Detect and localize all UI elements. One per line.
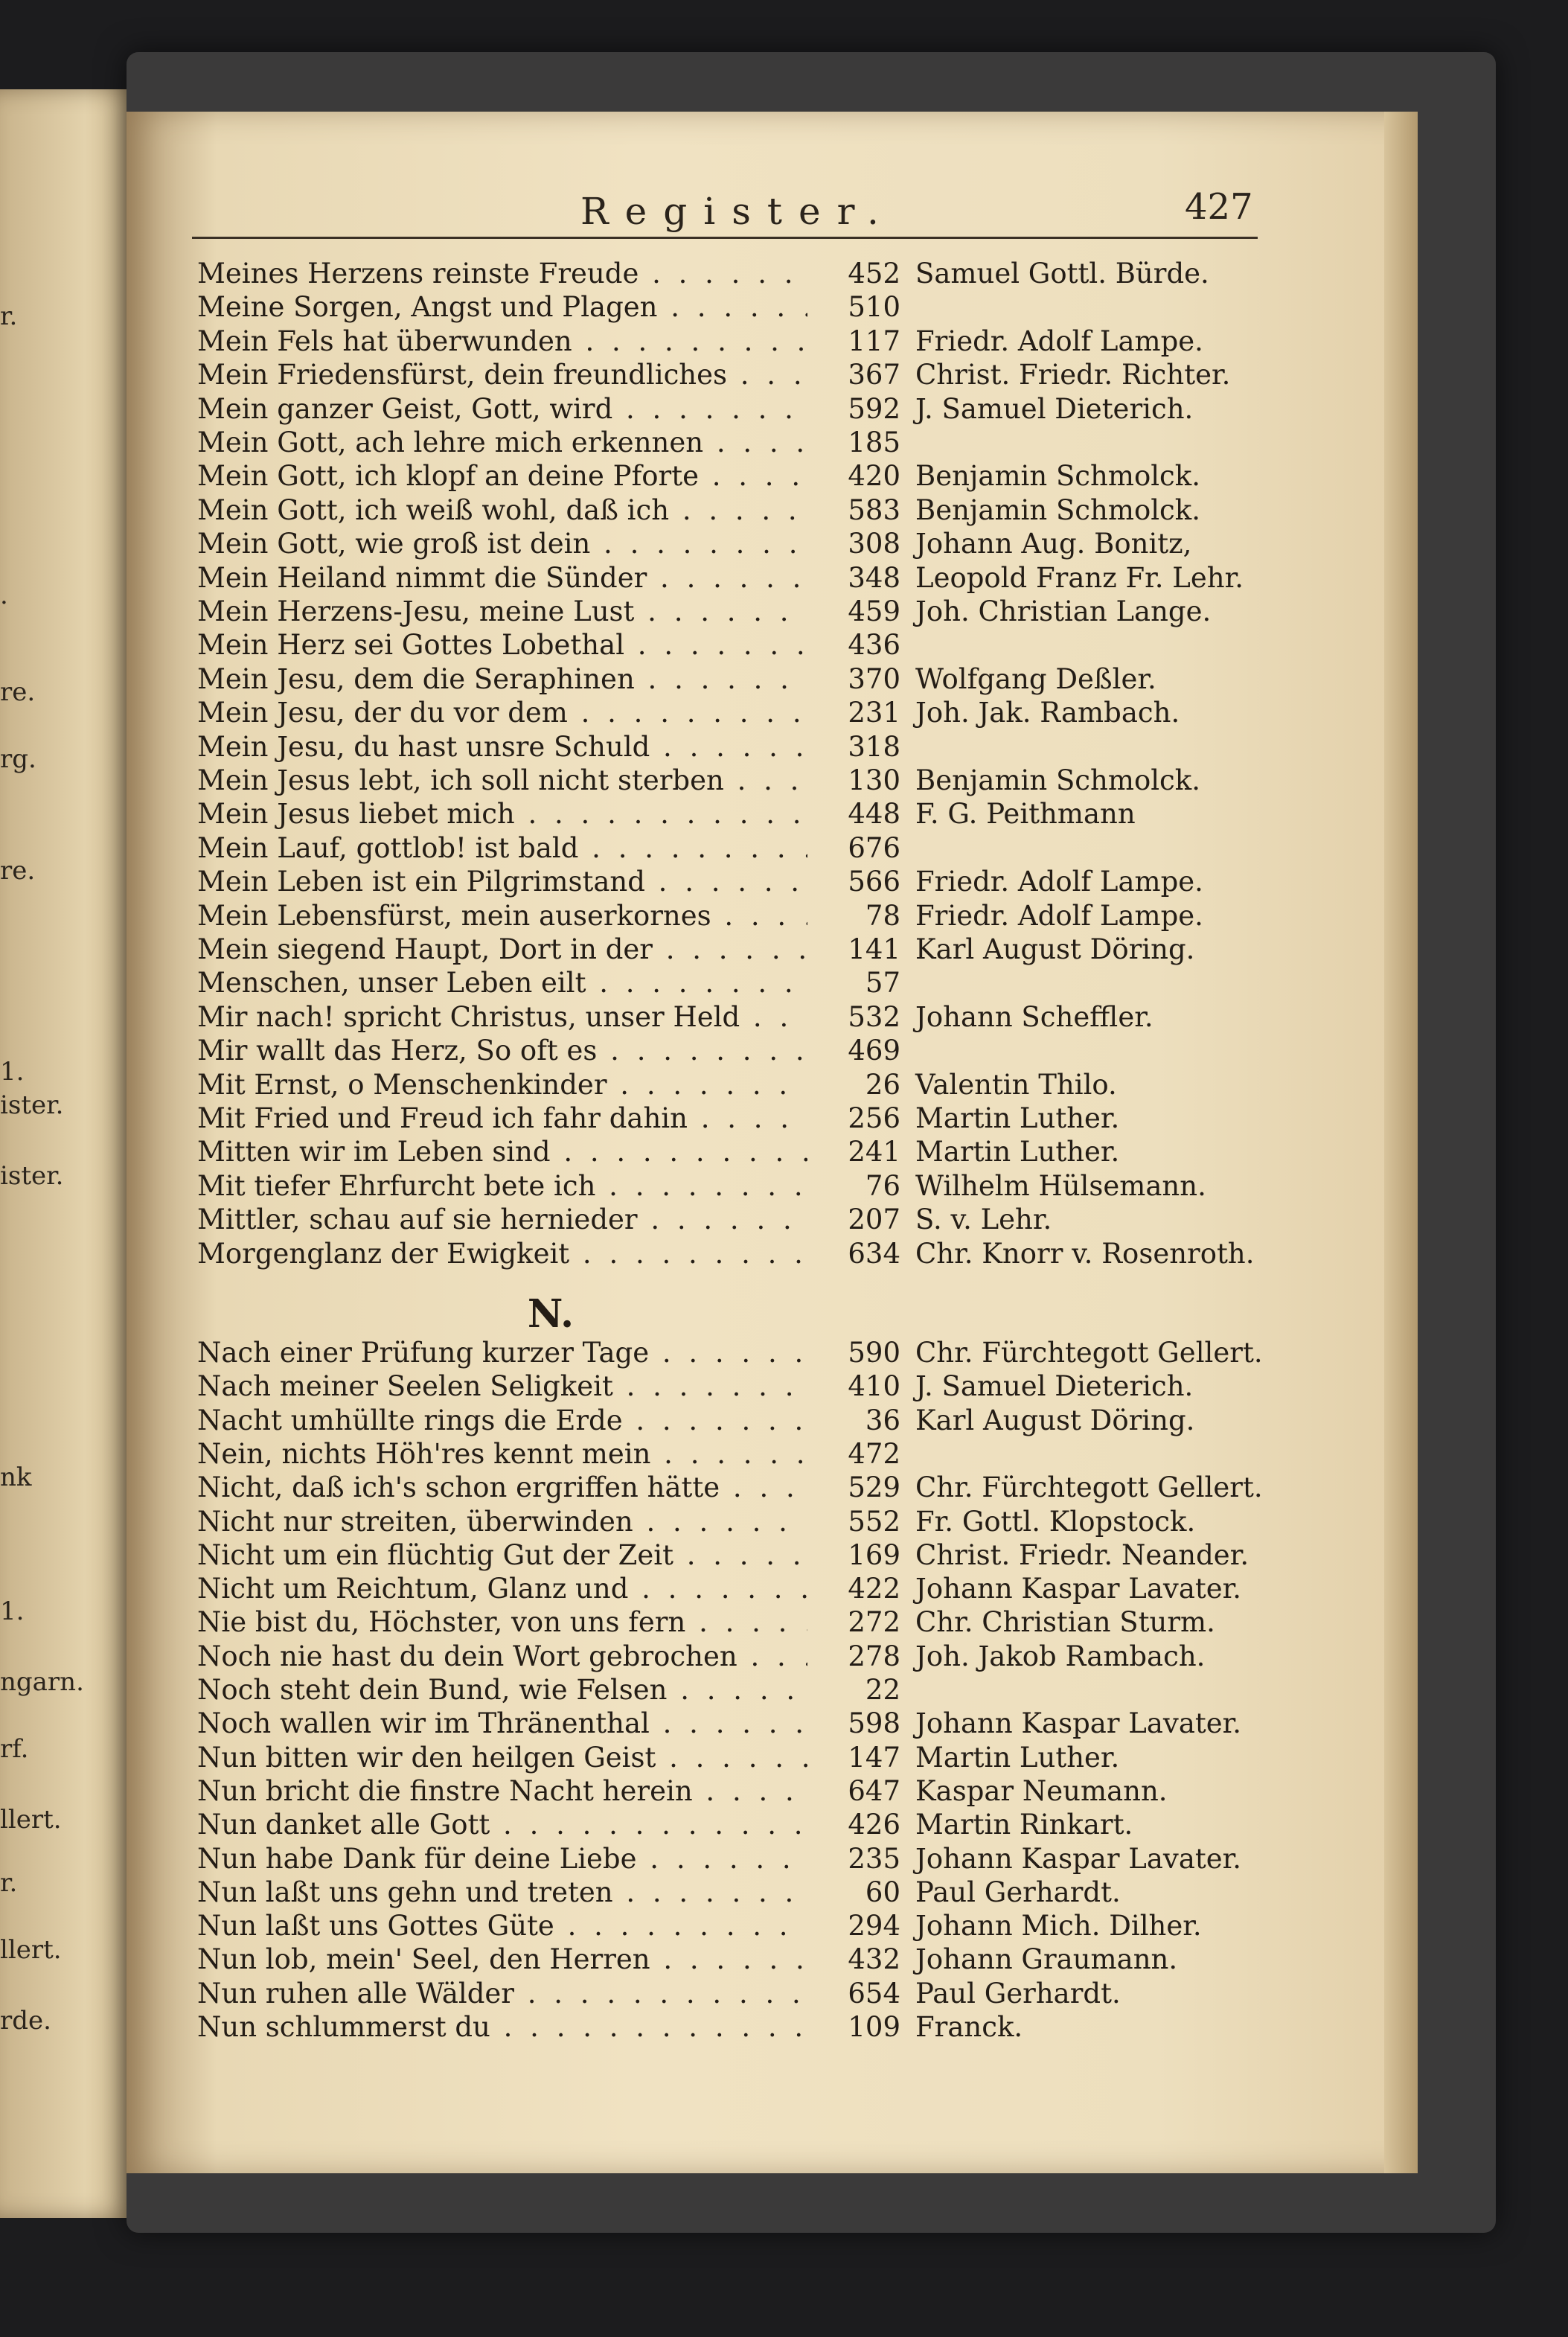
page-edge (1384, 112, 1418, 2173)
register-entry (197, 933, 1328, 966)
hymn-author: Johann Kaspar Lavater. (915, 1842, 1242, 1875)
hymn-author: S. v. Lehr. (915, 1203, 1052, 1236)
hymn-title: Mein Herzens-Jesu, meine Lust . . . (197, 595, 807, 628)
hymn-author: J. Samuel Dieterich. (915, 392, 1194, 425)
hymn-author: Friedr. Adolf Lampe. (915, 899, 1203, 932)
hymn-author: Friedr. Adolf Lampe. (915, 866, 1203, 898)
hymn-title: Mein Lebensfürst, mein auserkornes . . . (197, 899, 807, 933)
hymn-title: Mein Fels hat überwunden . . . (197, 325, 807, 358)
left-page-text-fragment: ister. (0, 1161, 64, 1191)
register-entry (197, 865, 1328, 898)
register-entry (197, 426, 1328, 459)
hymn-title: Nun bitten wir den heilgen Geist . . . (197, 1741, 807, 1774)
section-letter-n: N. (527, 1291, 575, 1337)
hymn-number: 256 (848, 1102, 900, 1134)
hymn-author: Samuel Gottl. Bürde. (915, 258, 1209, 290)
register-entry (197, 1876, 1328, 1909)
hymn-title: Mit Ernst, o Menschenkinder . . . (197, 1068, 807, 1102)
hymn-title: Mitten wir im Leben sind . . . (197, 1135, 807, 1168)
hymn-title: Mein Jesu, der du vor dem . . . (197, 696, 807, 729)
register-entry (197, 1135, 1328, 1168)
register-entry (197, 1977, 1328, 2010)
hymn-author: Benjamin Schmolck. (915, 460, 1200, 493)
hymn-number: 78 (865, 899, 900, 932)
hymn-number: 532 (848, 1000, 900, 1033)
register-entry (197, 831, 1328, 865)
hymn-author: Kaspar Neumann. (915, 1774, 1168, 1807)
hymn-title: Mein Gott, ich klopf an deine Pforte . . . (197, 459, 807, 493)
hymn-author: Johann Aug. Bonitz, (915, 528, 1192, 560)
hymn-number: 76 (865, 1169, 900, 1202)
hymn-number: 36 (865, 1404, 900, 1436)
hymn-title: Mein Jesus lebt, ich soll nicht sterben . . . (197, 764, 807, 797)
left-page (0, 89, 141, 2218)
hymn-number: 207 (848, 1203, 900, 1236)
register-entry (197, 1741, 1328, 1774)
hymn-author: Paul Gerhardt. (915, 1977, 1121, 2010)
hymn-number: 141 (848, 933, 900, 965)
hymn-title: Nicht nur streiten, überwinden . . . (197, 1505, 807, 1538)
hymn-number: 57 (865, 967, 900, 1000)
hymn-title: Nicht, daß ich's schon ergriffen hätte . . . (197, 1471, 807, 1504)
hymn-number: 634 (848, 1237, 900, 1270)
register-entry (197, 527, 1328, 560)
hymn-author: Christ. Friedr. Neander. (915, 1538, 1249, 1571)
hymn-number: 235 (848, 1842, 900, 1875)
left-page-text-fragment: nk (0, 1462, 32, 1492)
hymn-title: Mein Heiland nimmt die Sünder . . . (197, 561, 807, 595)
hymn-title: Mit Fried und Freud ich fahr dahin . . . (197, 1102, 807, 1135)
left-page-text-fragment: 1. (0, 1596, 25, 1626)
hymn-author: Johann Kaspar Lavater. (915, 1573, 1242, 1605)
hymn-author: Friedr. Adolf Lampe. (915, 325, 1203, 357)
hymn-author: Martin Luther. (915, 1102, 1120, 1134)
register-entry (197, 459, 1328, 493)
hymn-number: 452 (848, 258, 900, 290)
left-page-text-fragment: r. (0, 1868, 18, 1898)
hymn-author: Johann Scheffler. (915, 1000, 1153, 1033)
register-entry (197, 797, 1328, 831)
hymn-author: Benjamin Schmolck. (915, 764, 1200, 796)
hymn-title: Mein Friedensfürst, dein freundliches . . . (197, 358, 807, 391)
hymn-author: J. Samuel Dieterich. (915, 1370, 1194, 1403)
hymn-number: 420 (848, 460, 900, 493)
hymn-number: 459 (848, 595, 900, 627)
hymn-title: Mit tiefer Ehrfurcht bete ich . . . (197, 1169, 807, 1203)
register-entry (197, 1774, 1328, 1808)
register-entry (197, 2010, 1328, 2044)
hymn-author: Chr. Fürchtegott Gellert. (915, 1471, 1263, 1504)
register-entry (197, 325, 1328, 358)
hymn-author: Johann Mich. Dilher. (915, 1910, 1202, 1943)
hymn-author: Chr. Knorr v. Rosenroth. (915, 1237, 1255, 1270)
hymn-author: Johann Graumann. (915, 1943, 1178, 1976)
hymn-number: 592 (848, 392, 900, 425)
register-entry (197, 662, 1328, 696)
hymn-title: Nun schlummerst du . . . (197, 2010, 807, 2044)
hymn-number: 410 (848, 1370, 900, 1403)
hymn-author: Benjamin Schmolck. (915, 493, 1200, 526)
hymn-title: Noch wallen wir im Thränenthal . . . (197, 1707, 807, 1740)
hymn-author: Chr. Fürchtegott Gellert. (915, 1337, 1263, 1369)
hymn-author: Valentin Thilo. (915, 1068, 1117, 1101)
hymn-title: Nun danket alle Gott . . . (197, 1808, 807, 1841)
register-entry (197, 1943, 1328, 1976)
hymn-number: 598 (848, 1707, 900, 1740)
hymn-title: Mittler, schau auf sie hernieder . . . (197, 1203, 807, 1236)
hymn-author: Joh. Jak. Rambach. (915, 697, 1180, 729)
hymn-number: 241 (848, 1136, 900, 1168)
hymn-number: 469 (848, 1035, 900, 1067)
hymn-number: 566 (848, 866, 900, 898)
hymn-author: Karl August Döring. (915, 1404, 1195, 1436)
hymn-number: 169 (848, 1538, 900, 1571)
hymn-title: Mein Herz sei Gottes Lobethal . . . (197, 628, 807, 662)
hymn-title: Nach meiner Seelen Seligkeit . . . (197, 1369, 807, 1403)
hymn-number: 147 (848, 1741, 900, 1774)
hymn-author: Karl August Döring. (915, 933, 1195, 965)
register-entry (197, 1034, 1328, 1067)
left-page-text-fragment: re. (0, 677, 36, 707)
register-entry (197, 257, 1328, 290)
hymn-number: 318 (848, 730, 900, 763)
header-rule (192, 237, 1258, 239)
hymn-title: Nun laßt uns Gottes Güte . . . (197, 1909, 807, 1943)
hymn-title: Mein Jesus liebet mich . . . (197, 797, 807, 831)
hymn-number: 510 (848, 291, 900, 324)
left-page-text-fragment: ngarn. (0, 1667, 84, 1697)
hymn-author: Martin Rinkart. (915, 1809, 1133, 1841)
hymn-title: Mir nach! spricht Christus, unser Held . . . (197, 1000, 807, 1034)
register-entry (197, 1505, 1328, 1538)
hymn-title: Meines Herzens reinste Freude . . . (197, 257, 807, 290)
hymn-number: 436 (848, 629, 900, 662)
hymn-number: 117 (848, 325, 900, 357)
hymn-title: Mein Gott, ich weiß wohl, daß ich . . . (197, 493, 807, 527)
left-page-text-fragment: rg. (0, 744, 36, 774)
hymn-title: Menschen, unser Leben eilt . . . (197, 966, 807, 1000)
hymn-number: 231 (848, 697, 900, 729)
hymn-title: Nun habe Dank für deine Liebe . . . (197, 1842, 807, 1876)
register-entry (197, 1808, 1328, 1841)
hymn-author: Wilhelm Hülsemann. (915, 1169, 1206, 1202)
hymn-title: Mein Gott, ach lehre mich erkennen . . . (197, 426, 807, 459)
hymn-author: Leopold Franz Fr. Lehr. (915, 561, 1244, 594)
hymn-number: 422 (848, 1573, 900, 1605)
register-entry (197, 1068, 1328, 1102)
hymn-number: 370 (848, 662, 900, 695)
register-entry (197, 595, 1328, 628)
hymn-number: 278 (848, 1640, 900, 1672)
hymn-title: Meine Sorgen, Angst und Plagen . . . (197, 290, 807, 324)
hymn-author: Martin Luther. (915, 1136, 1120, 1168)
register-entry (197, 1471, 1328, 1504)
hymn-author: Franck. (915, 2011, 1023, 2043)
register-entry (197, 628, 1328, 662)
hymn-author: Paul Gerhardt. (915, 1876, 1121, 1908)
register-entry (197, 1102, 1328, 1135)
register-entry (197, 1707, 1328, 1740)
hymn-number: 26 (865, 1068, 900, 1101)
hymn-title: Mir wallt das Herz, So oft es . . . (197, 1034, 807, 1067)
register-entry (197, 1909, 1328, 1943)
hymn-title: Nicht um Reichtum, Glanz und . . . (197, 1572, 807, 1605)
hymn-number: 432 (848, 1943, 900, 1976)
register-entry (197, 1572, 1328, 1605)
hymn-author: Christ. Friedr. Richter. (915, 359, 1231, 391)
hymn-title: Morgenglanz der Ewigkeit . . . (197, 1237, 807, 1270)
hymn-number: 109 (848, 2011, 900, 2043)
hymn-title: Nicht um ein flüchtig Gut der Zeit . . . (197, 1538, 807, 1572)
register-entry (197, 1404, 1328, 1437)
register-entry (197, 1437, 1328, 1471)
register-entry (197, 358, 1328, 391)
hymn-author: Joh. Jakob Rambach. (915, 1640, 1206, 1672)
hymn-number: 60 (865, 1876, 900, 1908)
hymn-author: Chr. Christian Sturm. (915, 1606, 1215, 1639)
page-header: Register. (580, 190, 895, 233)
register-entry (197, 561, 1328, 595)
left-page-text-fragment: 1. (0, 1057, 25, 1087)
register-entry (197, 1605, 1328, 1639)
hymn-number: 472 (848, 1437, 900, 1470)
page-number: 427 (1185, 186, 1253, 228)
left-page-text-fragment: llert. (0, 1935, 62, 1965)
hymn-number: 654 (848, 1977, 900, 2010)
hymn-author: Martin Luther. (915, 1741, 1120, 1774)
hymn-number: 552 (848, 1505, 900, 1538)
register-entry (197, 1169, 1328, 1203)
hymn-title: Mein Jesu, du hast unsre Schuld . . . (197, 730, 807, 764)
hymn-title: Nun lob, mein' Seel, den Herren . . . (197, 1943, 807, 1976)
left-page-text-fragment: re. (0, 856, 36, 886)
hymn-author: Wolfgang Deßler. (915, 662, 1156, 695)
register-entry (197, 730, 1328, 764)
hymn-title: Mein Jesu, dem die Seraphinen . . . (197, 662, 807, 696)
hymn-title: Mein Gott, wie groß ist dein . . . (197, 527, 807, 560)
hymn-number: 22 (865, 1674, 900, 1706)
hymn-number: 647 (848, 1774, 900, 1807)
register-entry (197, 1538, 1328, 1572)
hymn-number: 367 (848, 359, 900, 391)
register-entry (197, 1369, 1328, 1403)
hymn-title: Noch steht dein Bund, wie Felsen . . . (197, 1673, 807, 1707)
register-entry (197, 899, 1328, 933)
left-page-text-fragment: rde. (0, 2006, 51, 2036)
hymn-number: 348 (848, 561, 900, 594)
hymn-number: 308 (848, 528, 900, 560)
hymn-title: Noch nie hast du dein Wort gebrochen . . . (197, 1640, 807, 1673)
hymn-number: 130 (848, 764, 900, 796)
left-page-text-fragment: ister. (0, 1090, 64, 1120)
hymn-title: Nach einer Prüfung kurzer Tage . . . (197, 1336, 807, 1369)
hymn-author: Joh. Christian Lange. (915, 595, 1212, 627)
hymn-number: 448 (848, 798, 900, 831)
hymn-title: Nacht umhüllte rings die Erde . . . (197, 1404, 807, 1437)
hymn-author: Johann Kaspar Lavater. (915, 1707, 1242, 1740)
hymn-number: 185 (848, 426, 900, 458)
hymn-author: Fr. Gottl. Klopstock. (915, 1505, 1196, 1538)
hymn-title: Nun ruhen alle Wälder . . . (197, 1977, 807, 2010)
register-entry (197, 392, 1328, 426)
left-page-text-fragment: llert. (0, 1805, 62, 1835)
register-entry (197, 966, 1328, 1000)
hymn-title: Nun laßt uns gehn und treten . . . (197, 1876, 807, 1909)
hymn-number: 529 (848, 1471, 900, 1504)
register-entry (197, 1000, 1328, 1034)
left-page-text-fragment: . (0, 581, 8, 610)
hymn-author: F. G. Peithmann (915, 798, 1136, 831)
register-entry (197, 1237, 1328, 1270)
register-entry (197, 1640, 1328, 1673)
register-entry (197, 696, 1328, 729)
left-page-text-fragment: r. (0, 301, 18, 331)
register-entry (197, 1203, 1328, 1236)
hymn-number: 590 (848, 1337, 900, 1369)
hymn-title: Mein Lauf, gottlob! ist bald . . . (197, 831, 807, 865)
hymn-title: Nun bricht die finstre Nacht herein . . . (197, 1774, 807, 1808)
hymn-title: Mein Leben ist ein Pilgrimstand . . . (197, 865, 807, 898)
register-entry (197, 764, 1328, 797)
hymn-title: Mein ganzer Geist, Gott, wird . . . (197, 392, 807, 426)
hymn-number: 426 (848, 1809, 900, 1841)
hymn-number: 272 (848, 1606, 900, 1639)
hymn-number: 583 (848, 493, 900, 526)
register-entry (197, 1842, 1328, 1876)
hymn-title: Mein siegend Haupt, Dort in der . . . (197, 933, 807, 966)
left-page-text-fragment: rf. (0, 1734, 29, 1764)
hymn-title: Nein, nichts Höh'res kennt mein . . . (197, 1437, 807, 1471)
hymn-number: 676 (848, 831, 900, 864)
register-entry (197, 290, 1328, 324)
hymn-title: Nie bist du, Höchster, von uns fern . . . (197, 1605, 807, 1639)
register-entry (197, 1336, 1328, 1369)
hymn-number: 294 (848, 1910, 900, 1943)
register-entry (197, 1673, 1328, 1707)
register-entry (197, 493, 1328, 527)
